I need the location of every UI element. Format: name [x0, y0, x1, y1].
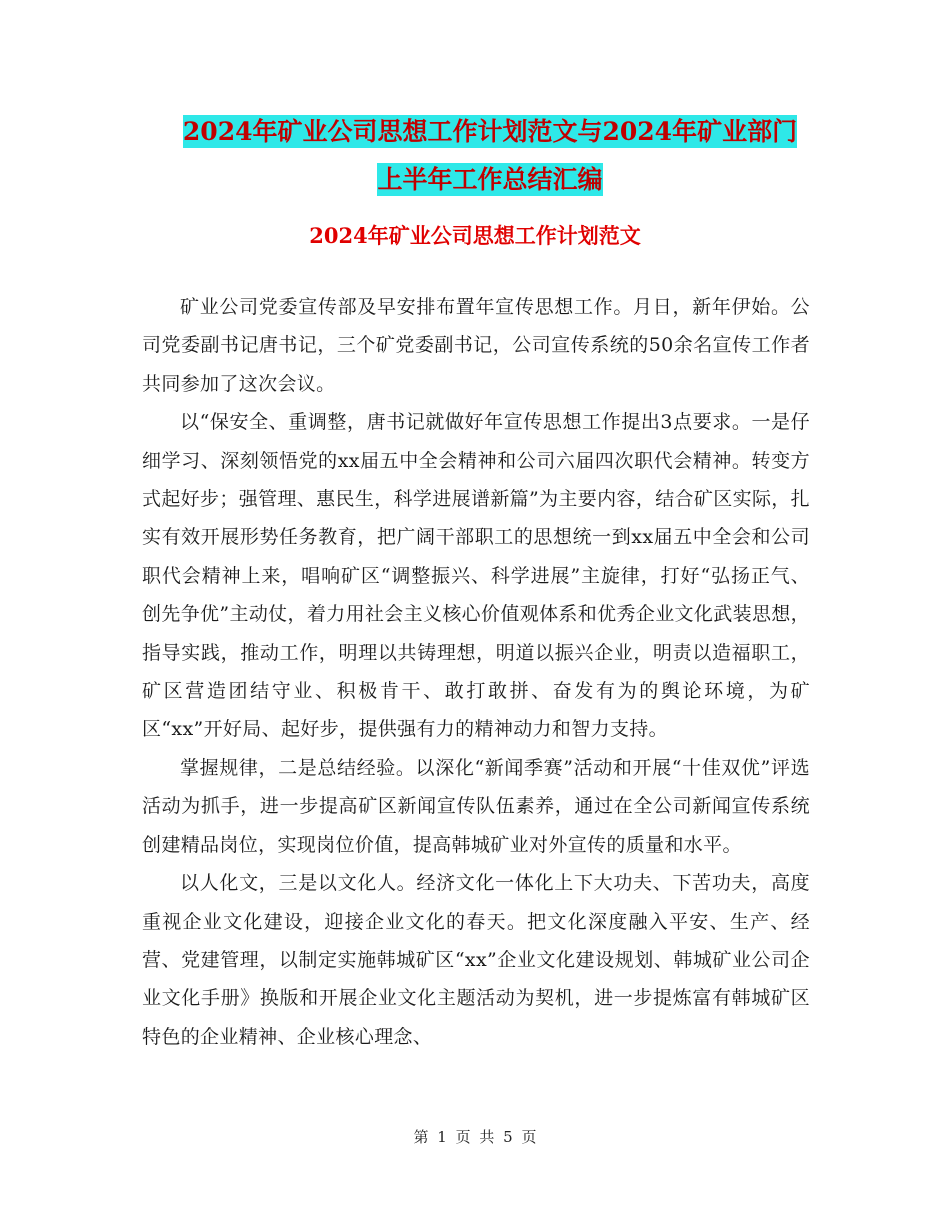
- paragraph: 矿业公司党委宣传部及早安排布置年宣传思想工作。月日，新年伊始。公司党委副书记唐书记，三个矿党委副书记，公司宣传系统的50余名宣传工作者共同参加了这次会议。: [142, 296, 810, 395]
- paragraph: 掌握规律，二是总结经验。以深化“新闻季赛”活动和开展“十佳双优”评选活动为抓手，进一步提高矿区新闻宣传队伍素养，通过在全公司新闻宣传系统创建精品岗位，实现岗位价值，提高韩城矿业对外宣传的质量和水平。: [142, 756, 810, 856]
- paragraph: 以“保安全、重调整，唐书记就做好年宣传思想工作提出3点要求。一是仔细学习、深刻领悟党的xx届五中全会精神和公司六届四次职代会精神。转变方式起好步；强管理、惠民生，科学进展谱新篇”为主要内容，结合矿区实际，扎实有效开展形势任务教育，把广阔干部职工的思想统一到xx届五中全会和公司职代会精神上来，唱响矿区“调整振兴、科学进展”主旋律，打好“弘扬正气、创先争优”主动仗，着力用社会主义核心价值观体系和优秀企业文化武装思想，指导实践，推动工作，明理以共铸理想，明道以振兴企业，明责以造福职工，矿区营造团结守业、积极肯干、敢打敢拼、奋发有为的舆论环境，为矿区“xx”开好局、起好步，提供强有力的精神动力和智力支持。: [142, 411, 810, 741]
- page-footer: 第 1 页 共 5 页: [413, 1128, 537, 1146]
- document-title-line-2: 上半年工作总结汇编: [377, 165, 603, 194]
- section-title: 2024年矿业公司思想工作计划范文: [309, 223, 641, 248]
- paragraph: 以人化文，三是以文化人。经济文化一体化上下大功夫、下苦功夫，高度重视企业文化建设，迎接企业文化的春天。把文化深度融入平安、生产、经营、党建管理，以制定实施韩城矿区“xx”企业文化建设规划、韩城矿业公司企业文化手册》换版和开展企业文化主题活动为契机，进一步提炼富有韩城矿区特色的企业精神、企业核心理念、: [142, 872, 810, 1048]
- document-title-line-1: 2024年矿业公司思想工作计划范文与2024年矿业部门: [182, 117, 798, 146]
- document-body: [142, 288, 810, 1056]
- document-title: [130, 108, 850, 204]
